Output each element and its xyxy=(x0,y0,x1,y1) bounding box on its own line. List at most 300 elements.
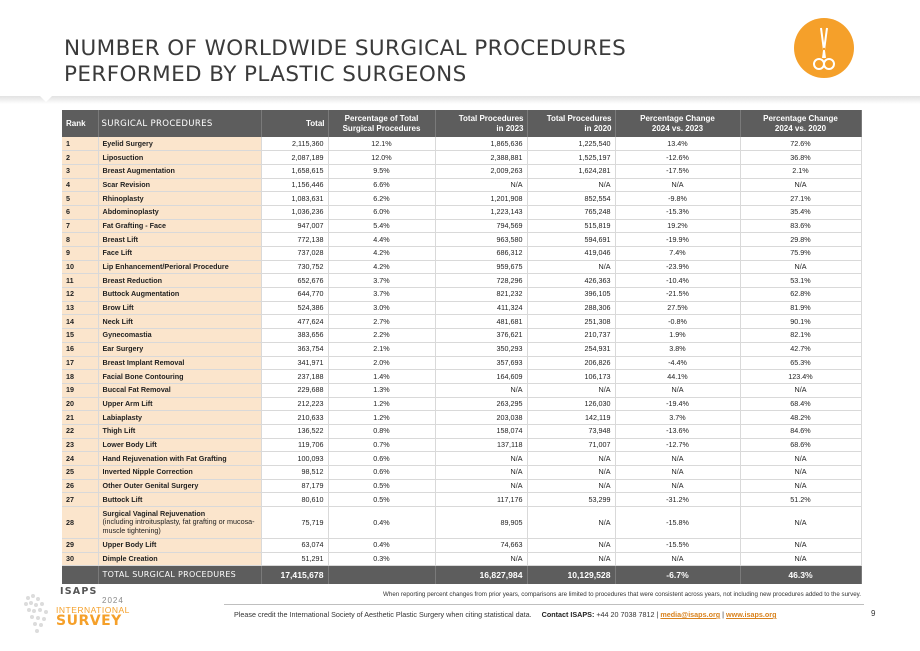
rank-cell: 30 xyxy=(62,552,98,566)
percentage-cell: 4.2% xyxy=(328,260,435,274)
change-2023-cell: 1.9% xyxy=(615,329,740,343)
table-row xyxy=(62,397,861,411)
total-2020-cell: N/A xyxy=(527,452,615,466)
total-2020-cell: 206,826 xyxy=(527,356,615,370)
table-row xyxy=(62,370,861,384)
total-cell: 51,291 xyxy=(261,552,328,566)
procedures-table xyxy=(62,110,862,584)
isaps-survey-logo xyxy=(22,584,182,644)
change-2020-cell: 51.2% xyxy=(740,493,861,507)
rank-cell: 1 xyxy=(62,137,98,151)
total-2020-cell: N/A xyxy=(527,466,615,480)
percentage-cell: 9.5% xyxy=(328,164,435,178)
table-row xyxy=(62,233,861,247)
brand-year: 2024 xyxy=(102,596,124,605)
total-2020-cell: 594,691 xyxy=(527,233,615,247)
change-2023-cell: 7.4% xyxy=(615,247,740,261)
scissors-logo xyxy=(794,18,854,78)
totals-row xyxy=(62,566,861,584)
page-title xyxy=(64,36,704,88)
change-2020-cell: 83.6% xyxy=(740,219,861,233)
total-cell: 383,656 xyxy=(261,329,328,343)
percentage-cell: 12.0% xyxy=(328,151,435,165)
header-divider xyxy=(0,96,920,106)
change-2020-cell: N/A xyxy=(740,479,861,493)
procedure-cell: Gynecomastia xyxy=(98,329,261,343)
percentage-cell: 0.4% xyxy=(328,539,435,553)
total-2020-cell: N/A xyxy=(527,552,615,566)
totals-rank-cell xyxy=(62,566,98,584)
change-2023-cell: -13.6% xyxy=(615,424,740,438)
procedure-cell: Breast Reduction xyxy=(98,274,261,288)
table-row xyxy=(62,288,861,302)
rank-cell: 15 xyxy=(62,329,98,343)
percentage-cell: 3.0% xyxy=(328,301,435,315)
col-header-total-2020: Total Procedures in 2020 xyxy=(527,110,615,137)
rank-cell: 14 xyxy=(62,315,98,329)
total-cell: 229,688 xyxy=(261,383,328,397)
total-cell: 341,971 xyxy=(261,356,328,370)
change-2023-cell: -15.8% xyxy=(615,507,740,539)
total-2023-cell: 1,201,908 xyxy=(435,192,527,206)
rank-cell: 18 xyxy=(62,370,98,384)
change-2023-cell: -15.5% xyxy=(615,539,740,553)
percentage-cell: 4.4% xyxy=(328,233,435,247)
change-2020-cell: 90.1% xyxy=(740,315,861,329)
change-2023-cell: -9.8% xyxy=(615,192,740,206)
change-2023-cell: N/A xyxy=(615,479,740,493)
total-2023-cell: 959,675 xyxy=(435,260,527,274)
total-cell: 772,138 xyxy=(261,233,328,247)
rank-cell: 21 xyxy=(62,411,98,425)
table-row xyxy=(62,552,861,566)
percentage-cell: 2.1% xyxy=(328,342,435,356)
percentage-cell: 12.1% xyxy=(328,137,435,151)
total-2020-cell: N/A xyxy=(527,383,615,397)
total-2020-cell: 515,819 xyxy=(527,219,615,233)
table-row xyxy=(62,466,861,480)
email-link[interactable]: media@isaps.org xyxy=(660,610,721,619)
procedure-cell: Buccal Fat Removal xyxy=(98,383,261,397)
table-row xyxy=(62,205,861,219)
change-2020-cell: 81.9% xyxy=(740,301,861,315)
total-cell: 63,074 xyxy=(261,539,328,553)
procedure-name: Surgical Vaginal Rejuvenation xyxy=(102,508,206,518)
total-2023-cell: 263,295 xyxy=(435,397,527,411)
procedure-cell: Fat Grafting - Face xyxy=(98,219,261,233)
total-cell: 212,223 xyxy=(261,397,328,411)
page-number: 9 xyxy=(871,609,876,618)
total-2023-cell: N/A xyxy=(435,466,527,480)
procedure-note: (including introitusplasty, fat grafting or mucosa-muscle tightening) xyxy=(102,517,255,535)
total-2020-cell: N/A xyxy=(527,178,615,192)
procedure-cell: Rhinoplasty xyxy=(98,192,261,206)
scissors-icon xyxy=(794,18,854,78)
brand-international: INTERNATIONAL xyxy=(56,605,130,615)
procedure-cell: Breast Implant Removal xyxy=(98,356,261,370)
total-cell: 363,754 xyxy=(261,342,328,356)
table-row xyxy=(62,151,861,165)
total-cell: 2,087,189 xyxy=(261,151,328,165)
change-2023-cell: N/A xyxy=(615,552,740,566)
procedure-cell: Labiaplasty xyxy=(98,411,261,425)
total-2023-cell: N/A xyxy=(435,479,527,493)
col-header-procedure: SURGICAL PROCEDURES xyxy=(98,110,261,137)
procedure-cell: Ear Surgery xyxy=(98,342,261,356)
separator: | xyxy=(656,610,659,619)
change-2023-cell: -17.5% xyxy=(615,164,740,178)
procedure-cell: Upper Body Lift xyxy=(98,539,261,553)
change-2020-cell: N/A xyxy=(740,466,861,480)
total-2023-cell: 357,693 xyxy=(435,356,527,370)
total-2023-cell: 137,118 xyxy=(435,438,527,452)
change-2023-cell: 13.4% xyxy=(615,137,740,151)
total-2020-cell: N/A xyxy=(527,479,615,493)
col-header-total: Total xyxy=(261,110,328,137)
total-cell: 87,179 xyxy=(261,479,328,493)
change-2020-cell: 65.3% xyxy=(740,356,861,370)
percentage-cell: 0.8% xyxy=(328,424,435,438)
change-2020-cell: N/A xyxy=(740,539,861,553)
procedure-cell: Eyelid Surgery xyxy=(98,137,261,151)
percentage-cell: 0.5% xyxy=(328,479,435,493)
table-row xyxy=(62,164,861,178)
procedure-cell: Inverted Nipple Correction xyxy=(98,466,261,480)
total-2023-cell: 164,609 xyxy=(435,370,527,384)
total-2020-cell: N/A xyxy=(527,539,615,553)
table-row xyxy=(62,479,861,493)
rank-cell: 4 xyxy=(62,178,98,192)
percentage-cell: 2.2% xyxy=(328,329,435,343)
percentage-cell: 5.4% xyxy=(328,219,435,233)
total-cell: 75,719 xyxy=(261,507,328,539)
rank-cell: 12 xyxy=(62,288,98,302)
change-2020-cell: 84.6% xyxy=(740,424,861,438)
change-2020-cell: 72.6% xyxy=(740,137,861,151)
change-2023-cell: 19.2% xyxy=(615,219,740,233)
contact-label: Contact ISAPS: xyxy=(541,610,595,619)
percentage-cell: 0.6% xyxy=(328,452,435,466)
total-cell: 737,028 xyxy=(261,247,328,261)
total-2020-cell: 765,248 xyxy=(527,205,615,219)
percentage-cell: 3.7% xyxy=(328,288,435,302)
totals-total: 17,415,678 xyxy=(261,566,328,584)
procedure-cell: Lower Body Lift xyxy=(98,438,261,452)
table-row xyxy=(62,539,861,553)
change-2023-cell: -4.4% xyxy=(615,356,740,370)
change-2023-cell: -19.9% xyxy=(615,233,740,247)
change-2023-cell: 27.5% xyxy=(615,301,740,315)
change-2020-cell: 68.4% xyxy=(740,397,861,411)
rank-cell: 9 xyxy=(62,247,98,261)
page-title-line1: NUMBER OF WORLDWIDE SURGICAL PROCEDURES xyxy=(64,36,627,61)
procedure-cell: Brow Lift xyxy=(98,301,261,315)
rank-cell: 8 xyxy=(62,233,98,247)
col-header-change-2023: Percentage Change 2024 vs. 2023 xyxy=(615,110,740,137)
table-row xyxy=(62,247,861,261)
rank-cell: 10 xyxy=(62,260,98,274)
total-2020-cell: 254,931 xyxy=(527,342,615,356)
brand-survey: SURVEY xyxy=(56,613,122,629)
change-2023-cell: 3.7% xyxy=(615,411,740,425)
procedure-cell: Facial Bone Contouring xyxy=(98,370,261,384)
total-cell: 100,093 xyxy=(261,452,328,466)
percentage-cell: 4.2% xyxy=(328,247,435,261)
procedure-cell: Face Lift xyxy=(98,247,261,261)
total-cell: 1,658,615 xyxy=(261,164,328,178)
total-2020-cell: N/A xyxy=(527,260,615,274)
total-2023-cell: 2,009,263 xyxy=(435,164,527,178)
change-2020-cell: 2.1% xyxy=(740,164,861,178)
table-row xyxy=(62,438,861,452)
rank-cell: 22 xyxy=(62,424,98,438)
rank-cell: 29 xyxy=(62,539,98,553)
contact-phone: +44 20 7038 7812 xyxy=(596,610,655,619)
procedure-cell: Thigh Lift xyxy=(98,424,261,438)
change-2020-cell: 123.4% xyxy=(740,370,861,384)
table-row xyxy=(62,274,861,288)
table-row xyxy=(62,137,861,151)
rank-cell: 6 xyxy=(62,205,98,219)
total-2023-cell: 411,324 xyxy=(435,301,527,315)
change-2023-cell: -15.3% xyxy=(615,205,740,219)
credit-text: Please credit the International Society of Aesthetic Plastic Surgery when citing statistical data. xyxy=(234,610,532,619)
total-2023-cell: 203,038 xyxy=(435,411,527,425)
total-2020-cell: 1,525,197 xyxy=(527,151,615,165)
percentage-cell: 0.3% xyxy=(328,552,435,566)
total-2023-cell: 74,663 xyxy=(435,539,527,553)
col-header-rank: Rank xyxy=(62,110,98,137)
total-cell: 1,036,236 xyxy=(261,205,328,219)
table-row xyxy=(62,219,861,233)
change-2020-cell: N/A xyxy=(740,178,861,192)
percentage-cell: 1.4% xyxy=(328,370,435,384)
total-2023-cell: 963,580 xyxy=(435,233,527,247)
table-row xyxy=(62,342,861,356)
percentage-cell: 0.7% xyxy=(328,438,435,452)
separator: | xyxy=(722,610,725,619)
total-2023-cell: 350,293 xyxy=(435,342,527,356)
change-2020-cell: 27.1% xyxy=(740,192,861,206)
percentage-cell: 6.6% xyxy=(328,178,435,192)
page-title-line2: PERFORMED BY PLASTIC SURGEONS xyxy=(64,62,467,87)
total-cell: 644,770 xyxy=(261,288,328,302)
procedure-cell xyxy=(98,507,261,539)
percentage-cell: 2.7% xyxy=(328,315,435,329)
total-2020-cell: 396,105 xyxy=(527,288,615,302)
procedure-cell: Buttock Augmentation xyxy=(98,288,261,302)
total-cell: 1,156,446 xyxy=(261,178,328,192)
rank-cell: 2 xyxy=(62,151,98,165)
change-2020-cell: 75.9% xyxy=(740,247,861,261)
procedure-cell: Buttock Lift xyxy=(98,493,261,507)
change-2023-cell: -23.9% xyxy=(615,260,740,274)
totals-pct-cell xyxy=(328,566,435,584)
total-cell: 477,624 xyxy=(261,315,328,329)
change-2023-cell: -21.5% xyxy=(615,288,740,302)
change-2020-cell: 35.4% xyxy=(740,205,861,219)
table-row xyxy=(62,356,861,370)
procedure-cell: Hand Rejuvenation with Fat Grafting xyxy=(98,452,261,466)
footer-divider xyxy=(224,604,864,605)
rank-cell: 26 xyxy=(62,479,98,493)
total-2020-cell: 142,119 xyxy=(527,411,615,425)
total-2020-cell: 73,948 xyxy=(527,424,615,438)
rank-cell: 11 xyxy=(62,274,98,288)
change-2020-cell: N/A xyxy=(740,552,861,566)
col-header-percentage: Percentage of Total Surgical Procedures xyxy=(328,110,435,137)
total-cell: 2,115,360 xyxy=(261,137,328,151)
total-cell: 237,188 xyxy=(261,370,328,384)
total-cell: 119,706 xyxy=(261,438,328,452)
total-2023-cell: 376,621 xyxy=(435,329,527,343)
total-2023-cell: 794,569 xyxy=(435,219,527,233)
procedure-cell: Breast Augmentation xyxy=(98,164,261,178)
procedure-cell: Abdominoplasty xyxy=(98,205,261,219)
percentage-cell: 2.0% xyxy=(328,356,435,370)
table-row xyxy=(62,178,861,192)
change-2020-cell: 68.6% xyxy=(740,438,861,452)
percentage-cell: 0.5% xyxy=(328,493,435,507)
table-row xyxy=(62,383,861,397)
change-2023-cell: -19.4% xyxy=(615,397,740,411)
brand-name: ISAPS xyxy=(60,586,98,597)
totals-change-2020: 46.3% xyxy=(740,566,861,584)
change-2020-cell: 48.2% xyxy=(740,411,861,425)
total-cell: 652,676 xyxy=(261,274,328,288)
total-2020-cell: 251,308 xyxy=(527,315,615,329)
rank-cell: 13 xyxy=(62,301,98,315)
total-2020-cell: 1,624,281 xyxy=(527,164,615,178)
total-2023-cell: N/A xyxy=(435,452,527,466)
change-2020-cell: 82.1% xyxy=(740,329,861,343)
procedure-cell: Other Outer Genital Surgery xyxy=(98,479,261,493)
table-row xyxy=(62,411,861,425)
percentage-cell: 1.2% xyxy=(328,411,435,425)
table-row xyxy=(62,329,861,343)
percentage-cell: 1.3% xyxy=(328,383,435,397)
percentage-cell: 6.2% xyxy=(328,192,435,206)
rank-cell: 28 xyxy=(62,507,98,539)
change-2020-cell: 29.8% xyxy=(740,233,861,247)
rank-cell: 17 xyxy=(62,356,98,370)
procedure-cell: Upper Arm Lift xyxy=(98,397,261,411)
change-2023-cell: -10.4% xyxy=(615,274,740,288)
change-2023-cell: -31.2% xyxy=(615,493,740,507)
total-2020-cell: 210,737 xyxy=(527,329,615,343)
rank-cell: 3 xyxy=(62,164,98,178)
table-row xyxy=(62,260,861,274)
total-2020-cell: 106,173 xyxy=(527,370,615,384)
table-row xyxy=(62,493,861,507)
footnote: When reporting percent changes from prior years, comparisons are limited to procedures that were consistent across years, not including new procedures added to the survey. xyxy=(383,591,861,598)
world-map-icon xyxy=(22,590,58,636)
rank-cell: 25 xyxy=(62,466,98,480)
change-2020-cell: 36.8% xyxy=(740,151,861,165)
total-2023-cell: 686,312 xyxy=(435,247,527,261)
change-2023-cell: N/A xyxy=(615,466,740,480)
total-2023-cell: N/A xyxy=(435,178,527,192)
total-2020-cell: 288,306 xyxy=(527,301,615,315)
total-2023-cell: 821,232 xyxy=(435,288,527,302)
change-2020-cell: 62.8% xyxy=(740,288,861,302)
change-2023-cell: N/A xyxy=(615,383,740,397)
procedure-cell: Dimple Creation xyxy=(98,552,261,566)
total-2020-cell: 426,363 xyxy=(527,274,615,288)
rank-cell: 16 xyxy=(62,342,98,356)
website-link[interactable]: www.isaps.org xyxy=(726,610,777,619)
table-header-row xyxy=(62,110,861,137)
change-2020-cell: N/A xyxy=(740,507,861,539)
total-cell: 98,512 xyxy=(261,466,328,480)
total-2020-cell: 1,225,540 xyxy=(527,137,615,151)
total-2020-cell: 419,046 xyxy=(527,247,615,261)
table-row xyxy=(62,315,861,329)
procedure-cell: Scar Revision xyxy=(98,178,261,192)
total-2020-cell: 126,030 xyxy=(527,397,615,411)
procedure-cell: Lip Enhancement/Perioral Procedure xyxy=(98,260,261,274)
total-2020-cell: 852,554 xyxy=(527,192,615,206)
percentage-cell: 0.6% xyxy=(328,466,435,480)
percentage-cell: 6.0% xyxy=(328,205,435,219)
rank-cell: 19 xyxy=(62,383,98,397)
table-row xyxy=(62,424,861,438)
total-2023-cell: 2,388,881 xyxy=(435,151,527,165)
table-body xyxy=(62,137,861,566)
totals-change-2023: -6.7% xyxy=(615,566,740,584)
change-2020-cell: 42.7% xyxy=(740,342,861,356)
total-cell: 210,633 xyxy=(261,411,328,425)
total-2020-cell: 53,299 xyxy=(527,493,615,507)
change-2023-cell: -12.7% xyxy=(615,438,740,452)
total-cell: 524,386 xyxy=(261,301,328,315)
total-2023-cell: 1,223,143 xyxy=(435,205,527,219)
total-2023-cell: 481,681 xyxy=(435,315,527,329)
table-row xyxy=(62,507,861,539)
total-2020-cell: N/A xyxy=(527,507,615,539)
table-row xyxy=(62,452,861,466)
col-header-change-2020: Percentage Change 2024 vs. 2020 xyxy=(740,110,861,137)
rank-cell: 23 xyxy=(62,438,98,452)
total-cell: 730,752 xyxy=(261,260,328,274)
table-row xyxy=(62,301,861,315)
rank-cell: 5 xyxy=(62,192,98,206)
totals-2020: 10,129,528 xyxy=(527,566,615,584)
procedure-cell: Neck Lift xyxy=(98,315,261,329)
change-2023-cell: 44.1% xyxy=(615,370,740,384)
total-cell: 80,610 xyxy=(261,493,328,507)
rank-cell: 20 xyxy=(62,397,98,411)
change-2020-cell: 53.1% xyxy=(740,274,861,288)
rank-cell: 24 xyxy=(62,452,98,466)
change-2023-cell: 3.8% xyxy=(615,342,740,356)
change-2023-cell: N/A xyxy=(615,452,740,466)
col-header-total-2023: Total Procedures in 2023 xyxy=(435,110,527,137)
total-2023-cell: 728,296 xyxy=(435,274,527,288)
totals-2023: 16,827,984 xyxy=(435,566,527,584)
total-2023-cell: N/A xyxy=(435,552,527,566)
change-2023-cell: N/A xyxy=(615,178,740,192)
percentage-cell: 0.4% xyxy=(328,507,435,539)
total-cell: 947,007 xyxy=(261,219,328,233)
total-2023-cell: N/A xyxy=(435,383,527,397)
total-2023-cell: 89,905 xyxy=(435,507,527,539)
total-2023-cell: 158,074 xyxy=(435,424,527,438)
change-2020-cell: N/A xyxy=(740,260,861,274)
rank-cell: 27 xyxy=(62,493,98,507)
procedure-cell: Breast Lift xyxy=(98,233,261,247)
rank-cell: 7 xyxy=(62,219,98,233)
